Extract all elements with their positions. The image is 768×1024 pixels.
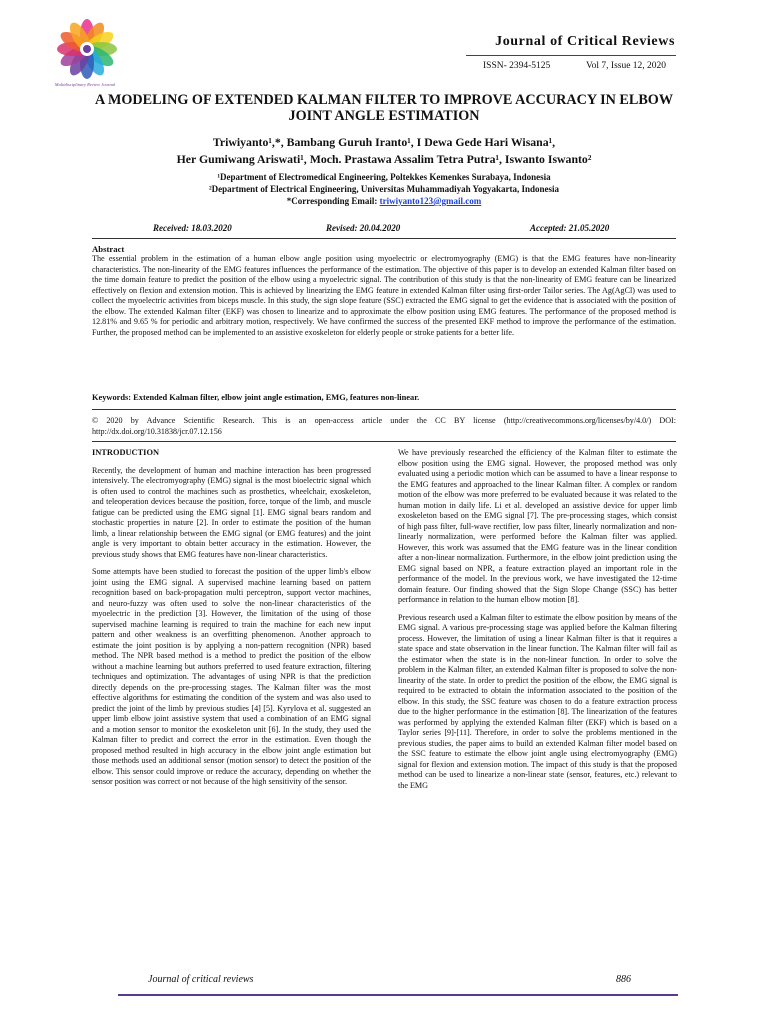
abstract-text: The essential problem in the estimation of a human elbow angle position using myoelectric or electromyography (EMG) is that the EMG features have non-linearity characteristics. The non-linearity of the EMG features influences the performance of the estimation. The objective of this paper is to develop an extended Kalman filter based on the time domain feature to predict the position of the elbow using a myoelectric signal. The contribution of this study is that the non-linearity of EMG feature can be linearized effectively on flexion and extension motion. This is achieved by linearizing the EMG feature in extended Kalman filter using first-order Tailor series. The Ag(AgCl) was used to collect the myoelectric activities from biceps muscle. In this study, the sign slope feature (SSC) extracted the EMG signal to get the evidence that is associated with the position of the elbow. The extended Kalman filter (EKF) was chosen to linearize and to approximate the elbow position using EMG features. The performance of the proposed method is 12.81% and 9.65 % for periodic and arbitrary motion, respectively. We have confirmed the success of the presented EKF method to improve the performance of the estimation. Further, the proposed method can be implemented to an assistive exoskeleton for elderly people or stroke patients for a better life. <box>92 254 676 337</box>
abstract-top-rule <box>92 238 676 239</box>
authors-line-1: Triwiyanto¹,*, Bambang Guruh Iranto¹, I Dewa Gede Hari Wisana¹, <box>212 135 556 149</box>
license-top-rule <box>92 409 676 410</box>
abstract-heading: Abstract <box>92 244 125 254</box>
accepted-date: Accepted: 21.05.2020 <box>530 223 610 233</box>
corresponding-label: *Corresponding Email: <box>286 196 380 206</box>
affiliation-2: ²Department of Electrical Engineering, Universitas Muhammadiyah Yogyakarta, Indonesia <box>208 184 560 194</box>
article-title: A MODELING OF EXTENDED KALMAN FILTER TO IMPROVE ACCURACY IN ELBOW JOINT ANGLE ESTIMATION <box>94 92 674 124</box>
license-bottom-rule <box>92 441 676 442</box>
corresponding-email-link[interactable]: triwiyanto123@gmail.com <box>379 196 482 206</box>
issn: ISSN- 2394-5125 <box>483 61 551 71</box>
author-list <box>120 134 648 167</box>
introduction-heading: INTRODUCTION <box>92 448 160 457</box>
journal-name: Journal of Critical Reviews <box>495 34 675 49</box>
footer-rule <box>118 994 678 996</box>
right-column <box>398 448 677 798</box>
logo-caption: Multidisciplinary Review Journal <box>54 82 116 87</box>
mandala-logo-icon <box>52 18 122 80</box>
revised-date: Revised: 20.04.2020 <box>326 223 401 233</box>
footer-journal-title: Journal of critical reviews <box>148 974 254 985</box>
corresponding-email-line <box>100 195 668 207</box>
left-paragraph-1: Recently, the development of human and machine interaction has been progressed intensively. The electromyography (EMG) signal is the most bioelectric signal which is often used to control the machines such as prosthetics, wheelchair, exoskeleton, and teleoperation devices because the position, force, torque of the limb, and muscle fatigue can be predicted using the EMG signal [1]. EMG signal bears random and stochastic properties in nature [2]. In order to estimate the position of the human limb, a linear relationship between the EMG signal (or EMG features) and the joint angle is very important to obtain better accuracy in the estimation. However, the previous study shows that EMG features have non-linear characteristics. <box>92 465 371 559</box>
volume-issue: Vol 7, Issue 12, 2020 <box>586 61 667 71</box>
header-divider <box>466 55 676 56</box>
right-paragraph-2: Previous research used a Kalman filter to estimate the elbow position by means of the EMG signal. A various pre-processing stage was applied before the Kalman filtering process. However, the limitation of using a linear Kalman filter is that it requires a state space and state observation in the linear function. The Kalman filter will fail as the estimator when the state is in the non-linear function. In order to solve the problem in the Kalman filter, an extended Kalman filter is proposed to solve the non-linearity of the state. In order to predict the position of the elbow, the EMG signal is required to be extracted to obtain the information associated to the position of the elbow. In this study, the SSC feature was chosen to do a feature extraction process due to the higher performance in the estimation [8]. The linearization of the features was performed by applying the extended Kalman filter (EKF) which is based on a Taylor series [9]-[11]. Therefore, in order to solve the problems mentioned in the previous studies, the paper aims to build an extended Kalman filter model based on the SSC feature to estimate the elbow joint angle using electromyography (EMG) signal for flexion and extension motion. The impact of this study is that the proposed method can be used to linearize a non-linear state (sensor, features, etc.) relevant to the EMG <box>398 612 677 790</box>
journal-logo <box>52 18 122 80</box>
right-paragraph-1: We have previously researched the efficiency of the Kalman filter to estimate the elbow position using the EMG signal. However, the proposed method was only evaluated using a periodic motion which can be assumed to have a linear response to the EMG features and approached to the linear Kalman filter. A complex or random motion of the elbow was more preferred to be evaluated because it was related to the human motion in daily life. Li et al. developed an assistive device for upper limb exoskeleton based on the EMG signal [7]. The pre-processing stages, which consist of high pass filter, full-wave rectifier, low pass filter, linearly normalization and non-linearly normalization, were performed before the Kalman filter was applied. However, this work was assumed that the EMG feature was in the linear condition after a non-linear normalization. Furthermore, in the elbow joint prediction using the EMG signal based on NPR, a feature extraction played an important role in the performance of the model. In the previous work, we have investigated the 12-time domain feature. Our finding showed that the Sign Slope Change (SSC) has better performance in relation to the human elbow motion [8]. <box>398 448 677 604</box>
page-number: 886 <box>616 974 631 985</box>
received-date: Received: 18.03.2020 <box>153 223 232 233</box>
keywords: Keywords: Extended Kalman filter, elbow joint angle estimation, EMG, features non-linear. <box>92 393 420 402</box>
license-doi: © 2020 by Advance Scientific Research. This is an open-access article under the CC BY license (http://creativecommons.org/licenses/by/4.0/) DOI: http://dx.doi.org/10.31838/jcr.07.12.156 <box>92 416 676 436</box>
left-column <box>92 448 371 795</box>
left-paragraph-2: Some attempts have been studied to forecast the position of the upper limb's elbow joint using the EMG signal. A supervised machine learning based on pattern recognition based on back-propagation multi perceptron, support vector machines, and neuro-fuzzy was often used to solve the non-linear characteristics of the myoelectric in the prediction [3]. However, the limitation of the using of those supervised machine learning is required to train the machine for each new input pattern and other weakness is an overfitting phenomenon. Another approach to estimate the joint position is by applying a non-pattern recognition (NPR) based method. The NPR based method is a method to predict the position of the elbow without a machine learning but authors preferred to used feature extraction, filtering techniques and optimization. The advantages of using NPR is that the prediction directly depends on the pre-processing stages. The Kalman filter was the most effective algorithms for estimating the condition of the system and was also used to predict the joint of the limb by previous studies [4] [5]. Kyrylova et al. suggested an upper limb elbow joint assistive system that used a combination of an EMG signal and a motion sensor to monitor the exoskeleton unit [6]. In the study, they used the Kalman filter to predict and correct the error in the estimation. Even though the proposed method resulted in high accuracy in the elbow joint angle estimation but those methods used an additional sensor (motion sensor) to detect the position of the elbow. This sensor could improve or reduce the accuracy, depending on whether the sensor position was correct or not because of the high sensitivity of the sensor. <box>92 567 371 786</box>
authors-line-2: Her Gumiwang Ariswati¹, Moch. Prastawa Assalim Tetra Putra¹, Iswanto Iswanto² <box>176 151 592 166</box>
affiliation-1: ¹Department of Electromedical Engineering, Poltekkes Kemenkes Surabaya, Indonesia <box>217 172 551 182</box>
